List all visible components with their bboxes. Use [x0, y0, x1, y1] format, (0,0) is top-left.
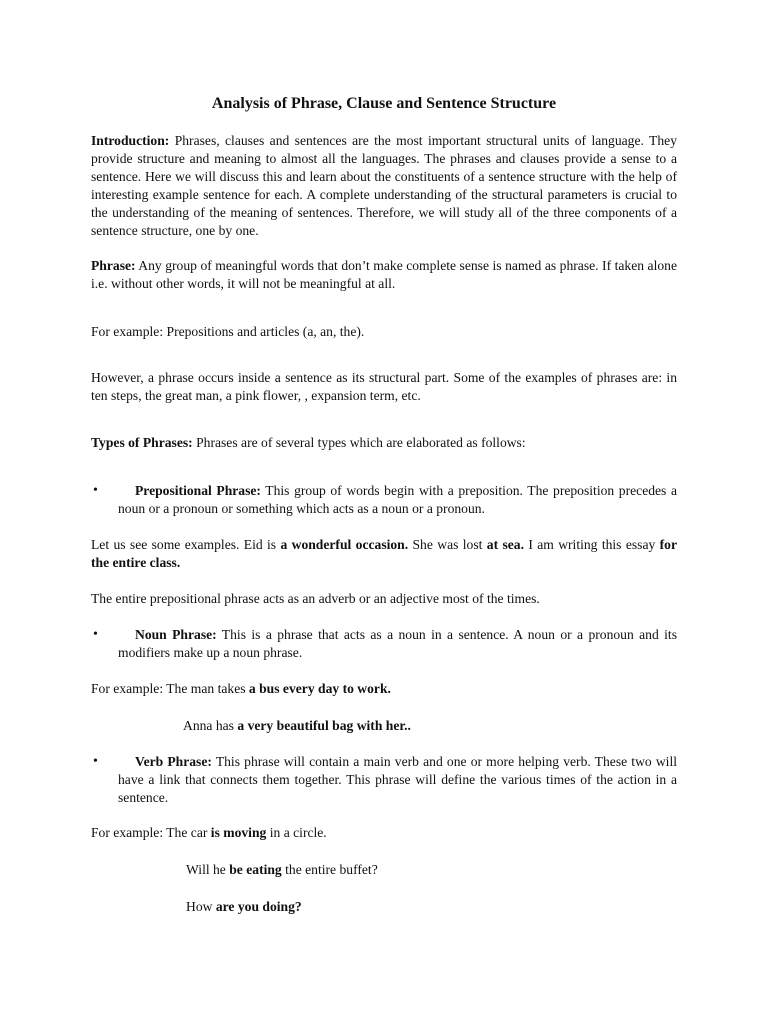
bullet-marker: • [93, 627, 98, 642]
prepositional-note: The entire prepositional phrase acts as an adverb or an adjective most of the times. [91, 591, 540, 606]
example-bold: be eating [229, 862, 282, 877]
however-paragraph: However, a phrase occurs inside a sentence as its structural part. Some of the examples of phrases are: in ten steps, the great man, a pink flower, , expansion term, etc. [91, 370, 677, 403]
phrase-label: Phrase: [91, 258, 136, 273]
noun-example-2 [183, 717, 663, 735]
verb-example-3 [186, 898, 666, 916]
page-title: Analysis of Phrase, Clause and Sentence Structure [211, 95, 557, 112]
example-bold: at sea. [486, 537, 524, 552]
phrase-text: Any group of meaningful words that don’t make complete sense is named as phrase. If taken alone i.e. without other words, it will not be meaningful at all. [91, 258, 677, 291]
intro-label: Introduction: [91, 133, 170, 148]
bullet-marker: • [93, 483, 98, 498]
example-text: in a circle. [266, 825, 327, 840]
prepositional-examples [91, 536, 677, 572]
types-label: Types of Phrases: [91, 435, 193, 450]
example-bold: are you doing? [215, 899, 302, 914]
noun-text: This is a phrase that acts as a noun in a sentence. A noun or a pronoun and its modifiers make up a noun phrase. [118, 627, 677, 660]
example-bold: is moving [210, 825, 267, 840]
types-paragraph [91, 434, 677, 452]
example-bold: for the entire class. [91, 537, 677, 570]
bullet-marker: • [93, 754, 98, 769]
example-bold: a wonderful occasion. [280, 537, 409, 552]
example-bold: a bus every day to work. [248, 681, 391, 696]
types-text: Phrases are of several types which are elaborated as follows: [192, 435, 526, 450]
example-text: For example: The car [91, 825, 211, 840]
noun-label: Noun Phrase: [135, 627, 217, 642]
example-text: How [186, 899, 216, 914]
example-bold: a very beautiful bag with her.. [237, 718, 411, 733]
prepositional-label: Prepositional Phrase: [135, 483, 261, 498]
verb-text: This phrase will contain a main verb and one or more helping verb. These two will have a link that connects them together. This phrase will define the various times of the action in a sentence. [118, 754, 678, 805]
example-text: I am writing this essay [523, 537, 660, 552]
intro-text: Phrases, clauses and sentences are the most important structural units of language. They provide structure and meaning to almost all the languages. The phrases and clauses provide a sense to a sentence. Here we will discuss this and learn about the constituents of a sentence structure with the help of interesting example sentence for each. A complete understanding of the structural parameters is crucial to the understanding of the meaning of sentences. Therefore, we will study all of the three components of a sentence structure, one by one. [91, 133, 677, 238]
prepositional-phrase-item [118, 482, 677, 518]
example-text: Let us see some examples. Eid is [91, 537, 281, 552]
example-text: Anna has [183, 718, 238, 733]
verb-label: Verb Phrase: [135, 754, 212, 769]
verb-example-2 [186, 861, 666, 879]
noun-example-1 [91, 680, 677, 698]
example-text: For example: The man takes [91, 681, 249, 696]
example-text: She was lost [408, 537, 487, 552]
example-text: the entire buffet? [281, 862, 378, 877]
phrase-definition-paragraph [91, 257, 677, 293]
verb-phrase-item [118, 753, 677, 807]
intro-paragraph [91, 132, 677, 240]
noun-phrase-item [118, 626, 677, 662]
verb-example-1 [91, 824, 677, 842]
example-articles: For example: Prepositions and articles (a, an, the). [91, 324, 365, 339]
example-text: Will he [186, 862, 230, 877]
prepositional-text: This group of words begin with a preposition. The preposition precedes a noun or a pronoun or something which acts as a noun or a pronoun. [118, 483, 677, 516]
